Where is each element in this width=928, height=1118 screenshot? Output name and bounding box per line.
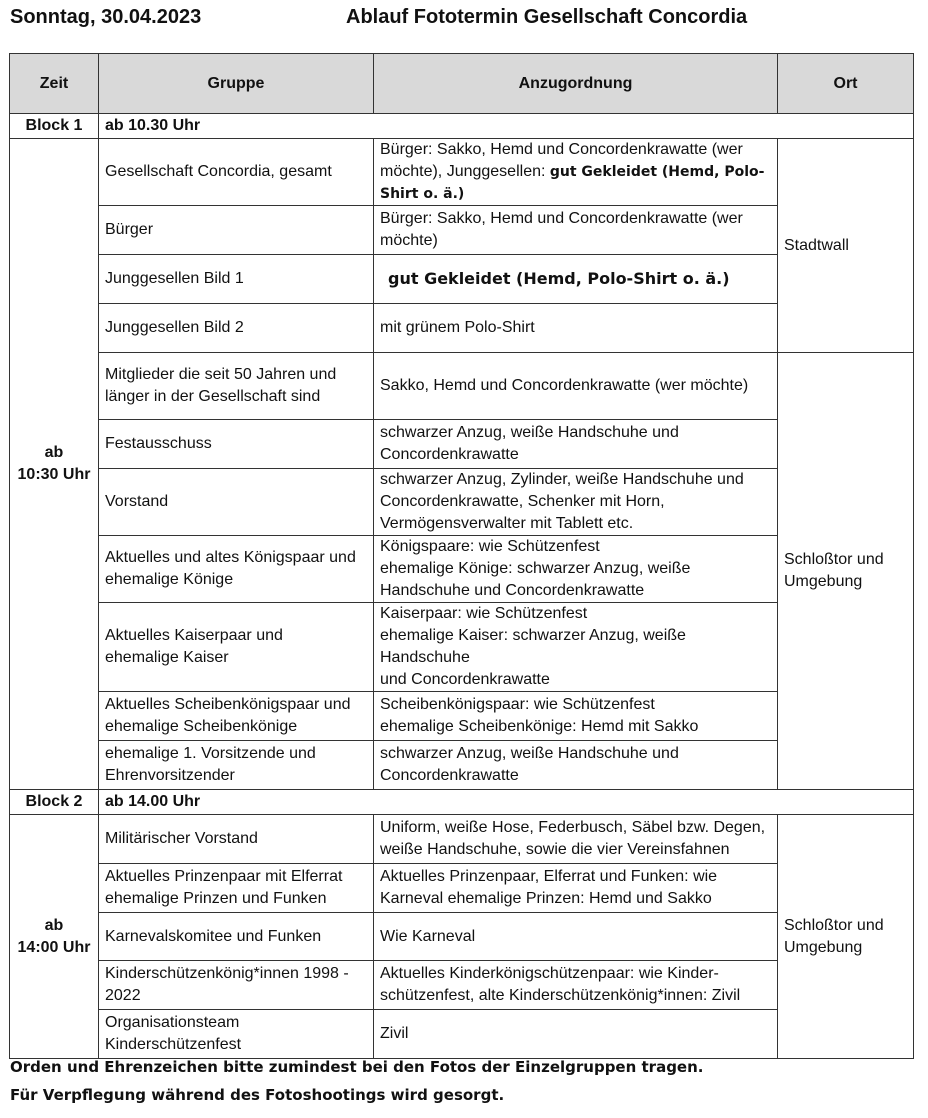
anzug-cell: Königspaare: wie Schützenfest ehemalige Könige: schwarzer Anzug, weiße Handschuhe und Concordenkrawatte	[374, 536, 778, 603]
gruppe-cell: Aktuelles Prinzenpaar mit Elferrat ehemalige Prinzen und Funken	[99, 864, 374, 913]
column-header-gruppe: Gruppe	[99, 54, 374, 114]
zeit-cell: ab 14:00 Uhr	[10, 815, 99, 1059]
schedule-table	[9, 53, 914, 1059]
table-header-row	[10, 54, 914, 114]
gruppe-cell: Organisationsteam Kinderschützenfest	[99, 1010, 374, 1059]
gruppe-cell: Aktuelles Kaiserpaar und ehemalige Kaiser	[99, 603, 374, 692]
gruppe-cell: Gesellschaft Concordia, gesamt	[99, 139, 374, 206]
table-row	[10, 815, 914, 864]
anzug-cell: Kaiserpaar: wie Schützenfest ehemalige Kaiser: schwarzer Anzug, weiße Handschuhe und Concordenkrawatte	[374, 603, 778, 692]
gruppe-cell: Karnevalskomitee und Funken	[99, 913, 374, 961]
zeit-cell: ab 10:30 Uhr	[10, 139, 99, 790]
ort-cell: Stadtwall	[778, 139, 914, 353]
gruppe-cell: Festausschuss	[99, 420, 374, 469]
table-row	[10, 139, 914, 206]
table-row	[10, 353, 914, 420]
footer-note-orden: Orden und Ehrenzeichen bitte zumindest bei den Fotos der Einzelgruppen tragen.	[10, 1058, 704, 1076]
anzug-cell: Wie Karneval	[374, 913, 778, 961]
anzug-cell	[374, 139, 778, 206]
anzug-cell: Uniform, weiße Hose, Federbusch, Säbel bzw. Degen, weiße Handschuhe, sowie die vier Vereinsfahnen	[374, 815, 778, 864]
gruppe-cell: Kinderschützenkönig*innen 1998 - 2022	[99, 961, 374, 1010]
column-header-ort: Ort	[778, 54, 914, 114]
anzug-cell: Aktuelles Prinzenpaar, Elferrat und Funken: wie Karneval ehemalige Prinzen: Hemd und Sakko	[374, 864, 778, 913]
header-title: Ablauf Fototermin Gesellschaft Concordia	[346, 6, 748, 28]
gruppe-cell: Junggesellen Bild 2	[99, 304, 374, 353]
block-1-row	[10, 114, 914, 139]
anzug-cell: Aktuelles Kinderkönigschützenpaar: wie Kinder- schützenfest, alte Kinderschützenkönig*innen: Zivil	[374, 961, 778, 1010]
anzug-cell: mit grünem Polo-Shirt	[374, 304, 778, 353]
column-header-zeit: Zeit	[10, 54, 99, 114]
ort-cell: Schloßtor und Umgebung	[778, 353, 914, 790]
anzug-cell: Scheibenkönigspaar: wie Schützenfest ehemalige Scheibenkönige: Hemd mit Sakko	[374, 692, 778, 741]
gruppe-cell: Mitglieder die seit 50 Jahren und länger in der Gesellschaft sind	[99, 353, 374, 420]
gruppe-cell: Vorstand	[99, 469, 374, 536]
column-header-anzugordnung: Anzugordnung	[374, 54, 778, 114]
gruppe-cell: Bürger	[99, 206, 374, 255]
block-time-label: ab 10.30 Uhr	[99, 114, 914, 139]
anzug-cell: Zivil	[374, 1010, 778, 1059]
anzug-text: Bürger: Sakko, Hemd und Concordenkrawatte (wer möchte), Junggesellen:	[380, 141, 743, 180]
header-date: Sonntag, 30.04.2023	[10, 6, 202, 28]
block-time-label: ab 14.00 Uhr	[99, 790, 914, 815]
anzug-cell: schwarzer Anzug, weiße Handschuhe und Concordenkrawatte	[374, 420, 778, 469]
ort-cell: Schloßtor und Umgebung	[778, 815, 914, 1059]
anzug-cell: schwarzer Anzug, weiße Handschuhe und Concordenkrawatte	[374, 741, 778, 790]
gruppe-cell: Junggesellen Bild 1	[99, 255, 374, 304]
footer-note-verpflegung: Für Verpflegung während des Fotoshootings wird gesorgt.	[10, 1086, 505, 1104]
anzug-cell: Sakko, Hemd und Concordenkrawatte (wer möchte)	[374, 353, 778, 420]
gruppe-cell: Aktuelles und altes Königspaar und ehemalige Könige	[99, 536, 374, 603]
gruppe-cell: Militärischer Vorstand	[99, 815, 374, 864]
gruppe-cell: Aktuelles Scheibenkönigspaar und ehemalige Scheibenkönige	[99, 692, 374, 741]
anzug-bold-text: gut Gekleidet (Hemd, Polo-Shirt o. ä.)	[380, 164, 765, 202]
anzug-cell: gut Gekleidet (Hemd, Polo-Shirt o. ä.)	[374, 255, 778, 304]
block-label: Block 1	[10, 114, 99, 139]
block-2-row	[10, 790, 914, 815]
block-label: Block 2	[10, 790, 99, 815]
gruppe-cell: ehemalige 1. Vorsitzende und Ehrenvorsitzender	[99, 741, 374, 790]
anzug-cell: Bürger: Sakko, Hemd und Concordenkrawatte (wer möchte)	[374, 206, 778, 255]
anzug-cell: schwarzer Anzug, Zylinder, weiße Handschuhe und Concordenkrawatte, Schenker mit Horn, Vermögensverwalter mit Tablett etc.	[374, 469, 778, 536]
